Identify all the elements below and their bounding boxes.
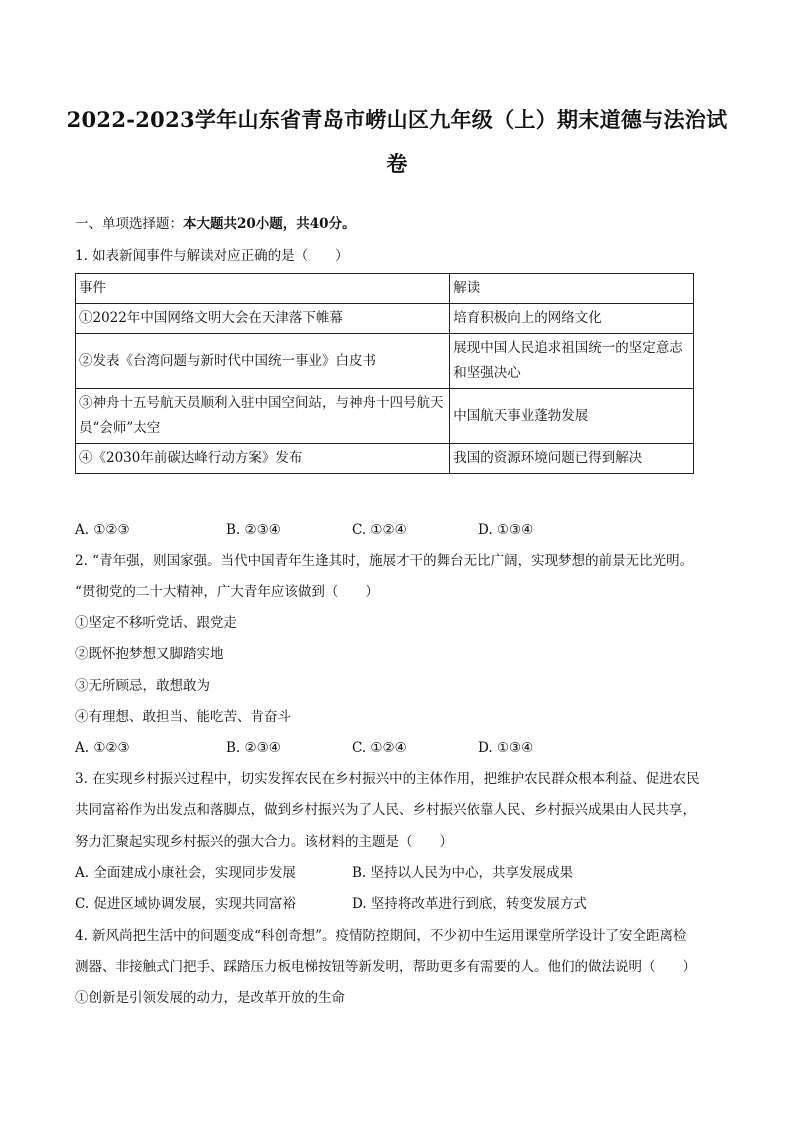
q3-stem-line-2: 共同富裕作为出发点和落脚点，做到乡村振兴为了人民、乡村振兴依靠人民、乡村振兴成果由人民共享， [75,802,696,818]
table-cell: ③神舟十五号航天员顺利入驻中国空间站，与神舟十四号航天员“会师”太空 [76,389,450,444]
section-prefix: 一、单项选择题： [75,216,183,232]
table-row [76,444,694,474]
table-header-row [76,274,694,304]
q2-item: ①坚定不移听党话、跟党走 [75,615,237,631]
table-header-cell: 解读 [450,274,694,304]
q3-stem-line-1: 3. 在实现乡村振兴过程中，切实发挥农民在乡村振兴中的主体作用，把维护农民群众根本利益、促进农民 [75,771,700,787]
option-d[interactable]: D. ①③④ [478,522,534,538]
option-c[interactable]: C. ①②④ [352,740,407,756]
option-d[interactable]: D. ①③④ [478,740,534,756]
q2-stem-line-2: “贯彻党的二十大精神，广大青年应该做到（ ） [75,584,379,600]
table-cell: 培育积极向上的网络文化 [450,304,694,334]
q4-stem-line-1: 4. 新风尚把生活中的问题变成“科创奇想”。疫情防控期间，不少初中生运用课堂所学设计了安全距离检 [75,928,687,944]
option-b[interactable]: B. ②③④ [226,522,281,538]
q2-item: ④有理想、敢担当、能吃苦、肯奋斗 [75,709,291,725]
q3-stem-line-3: 努力汇聚起实现乡村振兴的强大合力。该材料的主题是（ ） [75,834,453,850]
table-row [76,304,694,334]
title-line-1: 2022-2023学年山东省青岛市崂山区九年级（上）期末道德与法治试 [66,107,728,132]
table-row [76,334,694,389]
title-line-2: 卷 [386,151,408,176]
section-desc: 本大题共20小题，共40分。 [183,216,356,232]
option-a[interactable]: A. 全面建成小康社会，实现同步发展 [75,865,296,881]
q1-stem: 1. 如表新闻事件与解读对应正确的是（ ） [75,248,349,264]
q1-table [75,273,694,474]
q4-item: ①创新是引领发展的动力，是改革开放的生命 [75,990,345,1006]
q4-stem-line-2: 测器、非接触式门把手、踩踏压力板电梯按钮等新发明，帮助更多有需要的人。他们的做法说明（ ） [75,959,696,975]
table-cell: 中国航天事业蓬勃发展 [450,389,694,444]
option-b[interactable]: B. ②③④ [226,740,281,756]
table-cell: ②发表《台湾问题与新时代中国统一事业》白皮书 [76,334,450,389]
table-cell: 我国的资源环境问题已得到解决 [450,444,694,474]
q2-item: ②既怀抱梦想又脚踏实地 [75,646,224,662]
option-d[interactable]: D. 坚持将改革进行到底，转变发展方式 [352,896,587,912]
q2-stem-line-1: 2. “青年强，则国家强。当代中国青年生逢其时，施展才干的舞台无比广阔，实现梦想的前景无比光明。 [75,553,694,569]
q2-item: ③无所顾忌，敢想敢为 [75,678,210,694]
option-c[interactable]: C. 促进区域协调发展，实现共同富裕 [75,896,296,912]
option-a[interactable]: A. ①②③ [75,522,130,538]
table-row [76,389,694,444]
table-cell: ①2022年中国网络文明大会在天津落下帷幕 [76,304,450,334]
section-heading [75,214,356,234]
option-c[interactable]: C. ①②④ [352,522,407,538]
table-cell: ④《2030年前碳达峰行动方案》发布 [76,444,450,474]
option-b[interactable]: B. 坚持以人民为中心，共享发展成果 [352,865,574,881]
table-header-cell: 事件 [76,274,450,304]
page-title [60,98,734,186]
table-cell: 展现中国人民追求祖国统一的坚定意志和坚强决心 [450,334,694,389]
option-a[interactable]: A. ①②③ [75,740,130,756]
